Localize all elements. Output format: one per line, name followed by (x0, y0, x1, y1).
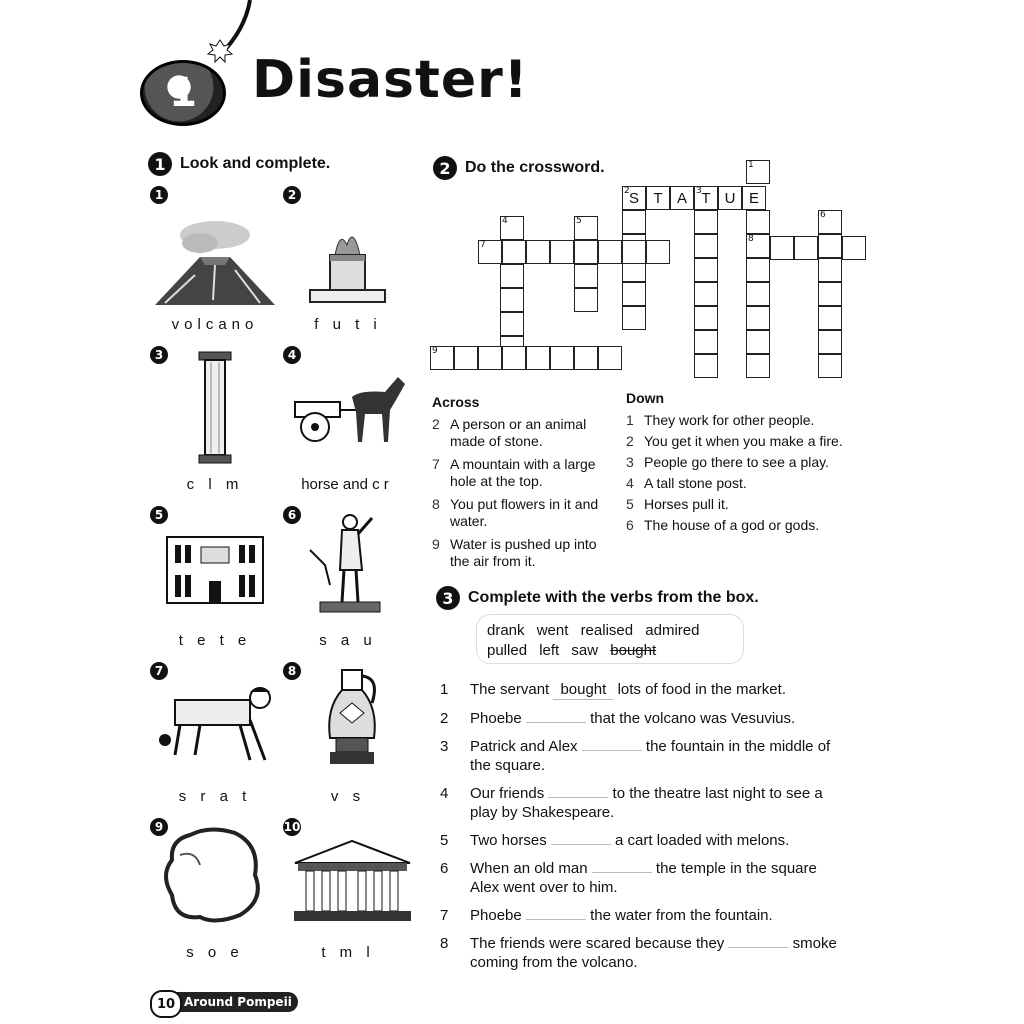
sentence: 3 Patrick and Alex the fountain in the middle of the square. (440, 738, 831, 774)
section3-number: 3 (436, 586, 460, 610)
answer-blank[interactable] (728, 947, 788, 948)
verb: saw (571, 642, 599, 659)
filled-letter: T (701, 190, 711, 207)
crossword-cell[interactable] (478, 240, 502, 264)
clue-number: 2 (624, 186, 630, 196)
across-clues (432, 394, 612, 570)
sentence-list (440, 680, 840, 972)
crossword-cell[interactable] (646, 240, 670, 264)
crossword-cell[interactable] (746, 160, 770, 184)
item-word: s r a t (178, 788, 252, 805)
crossword-cell[interactable] (526, 346, 550, 370)
across-title: Across (432, 394, 480, 410)
crossword-cell[interactable] (622, 306, 646, 330)
crossword-cell[interactable] (670, 186, 694, 210)
item-number: 2 (283, 186, 301, 204)
item-word: t e t e (178, 632, 252, 649)
item-number: 4 (283, 346, 301, 364)
section2-heading (433, 156, 605, 180)
crossword-cell[interactable] (622, 240, 646, 264)
crossword-cell[interactable] (694, 210, 718, 234)
crossword-cell[interactable] (818, 330, 842, 354)
crossword-cell[interactable] (694, 282, 718, 306)
crossword-cell[interactable] (842, 236, 866, 260)
crossword-cell[interactable] (694, 354, 718, 378)
crossword-cell[interactable] (694, 234, 718, 258)
crossword-cell[interactable] (818, 210, 842, 234)
fuse-icon (200, 0, 260, 70)
item-number: 9 (150, 818, 168, 836)
clue-across: 7 A mountain with a large hole at the top. (432, 456, 596, 489)
crossword-cell[interactable] (574, 240, 598, 264)
crossword-cell[interactable] (818, 234, 842, 258)
crossword-cell[interactable] (818, 306, 842, 330)
crossword-cell[interactable] (742, 186, 766, 210)
crossword-cell[interactable] (746, 258, 770, 282)
verb-struck: bought (610, 642, 657, 659)
crossword-cell[interactable] (746, 234, 770, 258)
theatre-icon (165, 535, 265, 605)
crossword-cell[interactable] (818, 354, 842, 378)
crossword-cell[interactable] (574, 264, 598, 288)
item-number: 5 (150, 506, 168, 524)
section1-title: Look and complete. (180, 155, 331, 172)
item-number: 8 (283, 662, 301, 680)
crossword-cell[interactable] (478, 346, 502, 370)
crossword-cell[interactable] (500, 288, 524, 312)
statue-icon (300, 510, 390, 615)
temple-icon (290, 838, 415, 923)
crossword-cell[interactable] (622, 282, 646, 306)
item-number: 10 (283, 820, 301, 834)
verb: left (539, 642, 560, 659)
filled-letter: E (748, 190, 759, 207)
clue-down: 4 A tall stone post. (626, 475, 747, 491)
sentence: 6 When an old man the temple in the square Alex went over to him. (440, 860, 817, 896)
crossword-cell[interactable] (622, 186, 646, 210)
item-number: 7 (150, 662, 168, 680)
verb: drank (487, 622, 525, 639)
crossword-cell[interactable] (694, 306, 718, 330)
unit-number: 1 (169, 70, 197, 116)
clue-number: 4 (502, 216, 508, 226)
crossword-cell[interactable] (598, 240, 622, 264)
clue-number: 6 (820, 210, 826, 220)
answer-blank[interactable] (548, 797, 608, 798)
crossword-cell[interactable] (526, 240, 550, 264)
answer-blank[interactable] (526, 919, 586, 920)
filled-letter: U (724, 190, 736, 207)
sentence: 7 Phoebe the water from the fountain. (440, 907, 773, 924)
clue-number: 1 (748, 160, 754, 170)
answer-blank[interactable] (526, 722, 586, 723)
filled-letter: T (653, 190, 663, 207)
clue-down: 2 You get it when you make a fire. (626, 433, 843, 449)
crossword-cell[interactable] (718, 186, 742, 210)
crossword-cell[interactable] (770, 236, 794, 260)
page-number: 10 (150, 990, 182, 1018)
crossword-cell[interactable] (694, 330, 718, 354)
section3-heading (436, 586, 759, 610)
verb: went (536, 622, 569, 639)
crossword-cell[interactable] (746, 306, 770, 330)
crossword-cell[interactable] (550, 346, 574, 370)
item-word: volcano (171, 316, 259, 333)
answer-blank[interactable] (582, 750, 642, 751)
servant-icon (155, 680, 280, 770)
section3-title: Complete with the verbs from the box. (468, 589, 759, 606)
item-word: s a u (319, 632, 377, 649)
crossword-cell[interactable] (500, 264, 524, 288)
section1-heading (148, 152, 330, 176)
sentence: 5 Two horses a cart loaded with melons. (440, 832, 790, 849)
sentence: 1 The servant bought lots of food in the market. (440, 681, 786, 698)
crossword-cell[interactable] (500, 216, 524, 240)
crossword-cell[interactable] (574, 288, 598, 312)
crossword-cell[interactable] (646, 186, 670, 210)
clue-down: 5 Horses pull it. (626, 496, 729, 512)
down-title: Down (626, 390, 665, 406)
fountain-icon (305, 225, 390, 305)
verb: admired (645, 622, 700, 639)
crossword-cell[interactable] (574, 216, 598, 240)
verb: pulled (487, 642, 528, 659)
clue-down: 6 The house of a god or gods. (626, 517, 820, 533)
vase-icon (322, 668, 382, 768)
column-icon (195, 350, 235, 465)
sentence: 4 Our friends to the theatre last night to see a play by Shakespeare. (440, 785, 823, 821)
crossword-cell[interactable] (694, 258, 718, 282)
crossword-cell[interactable] (746, 330, 770, 354)
crossword-cell[interactable] (818, 282, 842, 306)
clue-down: 3 People go there to see a play. (626, 454, 829, 470)
item-number: 6 (283, 506, 301, 524)
crossword-cell[interactable] (500, 312, 524, 336)
clue-number: 5 (576, 216, 582, 226)
item-word: f u t i (314, 316, 382, 333)
crossword-cell[interactable] (694, 186, 718, 210)
clue-across: 9 Water is pushed up into the air from it. (432, 536, 597, 569)
smoke-icon (160, 825, 270, 930)
crossword-cell[interactable] (818, 258, 842, 282)
crossword-cell[interactable] (622, 210, 646, 234)
answer-blank[interactable] (551, 844, 611, 845)
page-title: Disaster! (252, 50, 529, 110)
clue-across: 2 A person or an animal made of stone. (432, 416, 587, 449)
crossword-cell[interactable] (574, 346, 598, 370)
clue-down: 1 They work for other people. (626, 412, 815, 428)
sentence: 8 The friends were scared because they smoke coming from the volcano. (440, 935, 837, 971)
clue-number: 9 (432, 346, 438, 356)
clue-number: 7 (480, 240, 486, 250)
crossword-cell[interactable] (794, 236, 818, 260)
section2-title: Do the crossword. (465, 159, 605, 176)
item-word: s o e (186, 944, 244, 961)
answer-blank[interactable]: bought (553, 680, 613, 700)
crossword-cell[interactable] (550, 240, 574, 264)
filled-letter: A (676, 190, 687, 207)
clue-number: 3 (696, 186, 702, 196)
crossword-cell[interactable] (454, 346, 478, 370)
sentence: 2 Phoebe that the volcano was Vesuvius. (440, 710, 796, 727)
item-word: v s (330, 788, 366, 805)
filled-letter: S (628, 190, 639, 207)
item-word: c l m (186, 476, 244, 493)
footer-label: Around Pompeii (174, 992, 298, 1012)
crossword-cell[interactable] (746, 282, 770, 306)
crossword-cell[interactable] (502, 346, 526, 370)
crossword-cell[interactable] (430, 346, 454, 370)
clue-across: 8 You put flowers in it and water. (432, 496, 599, 529)
item-number: 3 (150, 346, 168, 364)
crossword-cell[interactable] (746, 354, 770, 378)
clue-number: 8 (748, 234, 754, 244)
item-word: t m l (321, 944, 375, 961)
verb: realised (580, 622, 634, 639)
down-clues (626, 390, 856, 534)
crossword-cell[interactable] (598, 346, 622, 370)
answer-blank[interactable] (592, 872, 652, 873)
horse-cart-icon (290, 372, 410, 447)
crossword-cell[interactable] (502, 240, 526, 264)
section1-number: 1 (148, 152, 172, 176)
section2-number: 2 (433, 156, 457, 180)
verb-box (476, 614, 744, 664)
unit-badge (140, 60, 226, 126)
volcano-icon (155, 215, 275, 310)
crossword-cell[interactable] (746, 210, 770, 234)
item-number: 1 (150, 186, 168, 204)
item-word: horse and c r (301, 476, 389, 493)
